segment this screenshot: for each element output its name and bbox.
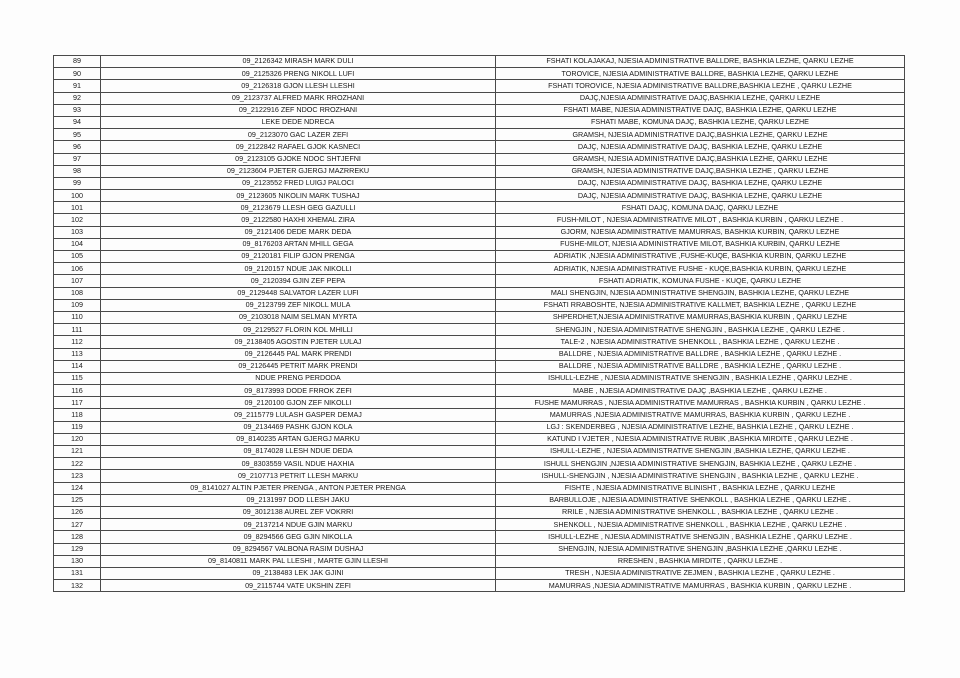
address-cell: FSHATI MABE, KOMUNA DAJÇ, BASHKIA LEZHE, QARKU LEZHE bbox=[496, 116, 905, 128]
address-cell: BALLDRE , NJESIA ADMINISTRATIVE BALLDRE , BASHKIA LEZHE , QARKU LEZHE . bbox=[496, 348, 905, 360]
owner-name-cell: 09_2138405 AGOSTIN PJETER LULAJ bbox=[101, 336, 496, 348]
address-cell: GRAMSH, NJESIA ADMINISTRATIVE DAJÇ,BASHKIA LEZHE , QARKU LEZHE bbox=[496, 165, 905, 177]
address-cell: TALE-2 , NJESIA ADMINISTRATIVE SHENKOLL , BASHKIA LEZHE , QARKU LEZHE . bbox=[496, 336, 905, 348]
row-number-cell: 94 bbox=[54, 116, 101, 128]
row-number-cell: 126 bbox=[54, 506, 101, 518]
owner-name-cell: 09_8140235 ARTAN GJERGJ MARKU bbox=[101, 433, 496, 445]
table-row bbox=[54, 311, 905, 323]
table-row bbox=[54, 92, 905, 104]
table-row bbox=[54, 275, 905, 287]
address-cell: ADRIATIK, NJESIA ADMINISTRATIVE FUSHE - KUQE,BASHKIA KURBIN, QARKU LEZHE bbox=[496, 263, 905, 275]
row-number-cell: 123 bbox=[54, 470, 101, 482]
address-cell: ISHULL-LEZHE , NJESIA ADMINISTRATIVE SHENGJIN , BASHKIA LEZHE , QARKU LEZHE . bbox=[496, 372, 905, 384]
address-cell: DAJÇ,NJESIA ADMINISTRATIVE DAJÇ,BASHKIA LEZHE, QARKU LEZHE bbox=[496, 92, 905, 104]
table-row bbox=[54, 177, 905, 189]
row-number-cell: 102 bbox=[54, 214, 101, 226]
row-number-cell: 91 bbox=[54, 80, 101, 92]
table-row bbox=[54, 385, 905, 397]
table-row bbox=[54, 506, 905, 518]
owner-name-cell: 09_2131997 DOD LLESH JAKU bbox=[101, 494, 496, 506]
row-number-cell: 100 bbox=[54, 190, 101, 202]
table-row bbox=[54, 543, 905, 555]
table-row bbox=[54, 324, 905, 336]
address-cell: FUSH-MILOT , NJESIA ADMINISTRATIVE MILOT , BASHKIA KURBIN , QARKU LEZHE . bbox=[496, 214, 905, 226]
table-row bbox=[54, 421, 905, 433]
row-number-cell: 131 bbox=[54, 567, 101, 579]
table-row bbox=[54, 409, 905, 421]
owner-name-cell: 09_2129527 FLORIN KOL MHILLI bbox=[101, 324, 496, 336]
table-row bbox=[54, 519, 905, 531]
table-row bbox=[54, 580, 905, 592]
owner-name-cell: 09_8294567 VALBONA RASIM DUSHAJ bbox=[101, 543, 496, 555]
owner-name-cell: 09_2123105 GJOKE NDOC SHTJEFNI bbox=[101, 153, 496, 165]
table-row bbox=[54, 567, 905, 579]
row-number-cell: 111 bbox=[54, 324, 101, 336]
owner-name-cell: 09_2126342 MIRASH MARK DULI bbox=[101, 56, 496, 68]
table-row bbox=[54, 251, 905, 263]
address-cell: BALLDRE , NJESIA ADMINISTRATIVE BALLDRE , BASHKIA LEZHE , QARKU LEZHE . bbox=[496, 360, 905, 372]
row-number-cell: 128 bbox=[54, 531, 101, 543]
owner-name-cell: 09_2126445 PAL MARK PRENDI bbox=[101, 348, 496, 360]
row-number-cell: 92 bbox=[54, 92, 101, 104]
table-row bbox=[54, 141, 905, 153]
row-number-cell: 96 bbox=[54, 141, 101, 153]
owner-name-cell: 09_2129448 SALVATOR LAZER LUFI bbox=[101, 287, 496, 299]
owner-name-cell: 09_2123070 GAC LAZER ZEFI bbox=[101, 129, 496, 141]
row-number-cell: 95 bbox=[54, 129, 101, 141]
owner-name-cell: 09_2115744 VATE UKSHIN ZEFI bbox=[101, 580, 496, 592]
owner-name-cell: 09_2134469 PASHK GJON KOLA bbox=[101, 421, 496, 433]
owner-name-cell: 09_2123737 ALFRED MARK RROZHANI bbox=[101, 92, 496, 104]
table-row bbox=[54, 190, 905, 202]
row-number-cell: 114 bbox=[54, 360, 101, 372]
address-cell: DAJÇ, NJESIA ADMINISTRATIVE DAJÇ, BASHKIA LEZHE, QARKU LEZHE bbox=[496, 177, 905, 189]
address-cell: SHENGJIN , NJESIA ADMINISTRATIVE SHENGJIN , BASHKIA LEZHE , QARKU LEZHE . bbox=[496, 324, 905, 336]
address-cell: FUSHE MAMURRAS , NJESIA ADMINISTRATIVE MAMURRAS , BASHKIA KURBIN , QARKU LEZHE . bbox=[496, 397, 905, 409]
table-row bbox=[54, 226, 905, 238]
owner-name-cell: 09_2126445 PETRIT MARK PRENDI bbox=[101, 360, 496, 372]
address-cell: BARBULLOJE , NJESIA ADMINISTRATIVE SHENKOLL , BASHKIA LEZHE , QARKU LEZHE . bbox=[496, 494, 905, 506]
owner-name-cell: 09_2138483 LEK JAK GJINI bbox=[101, 567, 496, 579]
row-number-cell: 108 bbox=[54, 287, 101, 299]
address-cell: FSHATI ADRIATIK, KOMUNA FUSHE - KUQE, QARKU LEZHE bbox=[496, 275, 905, 287]
address-cell: ISHULL-LEZHE , NJESIA ADMINISTRATIVE SHENGJIN ,BASHKIA LEZHE, QARKU LEZHE . bbox=[496, 446, 905, 458]
row-number-cell: 119 bbox=[54, 421, 101, 433]
owner-name-cell: 09_2125326 PRENG NIKOLL LUFI bbox=[101, 68, 496, 80]
table-row bbox=[54, 165, 905, 177]
address-cell: ISHULL-LEZHE , NJESIA ADMINISTRATIVE SHENGJIN , BASHKIA LEZHE , QARKU LEZHE . bbox=[496, 531, 905, 543]
address-cell: FSHATI MABE, NJESIA ADMINISTRATIVE DAJÇ, BASHKIA LEZHE, QARKU LEZHE bbox=[496, 104, 905, 116]
table-row bbox=[54, 446, 905, 458]
row-number-cell: 120 bbox=[54, 433, 101, 445]
address-cell: GRAMSH, NJESIA ADMINISTRATIVE DAJÇ,BASHKIA LEZHE, QARKU LEZHE bbox=[496, 129, 905, 141]
owner-name-cell: 09_8174028 LLESH NDUE DEDA bbox=[101, 446, 496, 458]
owner-name-cell: 09_8141027 ALTIN PJETER PRENGA , ANTON PJETER PRENGA bbox=[101, 482, 496, 494]
row-number-cell: 98 bbox=[54, 165, 101, 177]
row-number-cell: 125 bbox=[54, 494, 101, 506]
table-row bbox=[54, 531, 905, 543]
address-cell: FUSHE-MILOT, NJESIA ADMINISTRATIVE MILOT, BASHKIA KURBIN, QARKU LEZHE bbox=[496, 238, 905, 250]
address-cell: SHENGJIN, NJESIA ADMINISTRATIVE SHENGJIN ,BASHKIA LEZHE ,QARKU LEZHE . bbox=[496, 543, 905, 555]
row-number-cell: 101 bbox=[54, 202, 101, 214]
owner-name-cell: 09_2126318 GJON LLESH LLESHI bbox=[101, 80, 496, 92]
owner-name-cell: 09_2123679 LLESH GEG GAZULLI bbox=[101, 202, 496, 214]
address-cell: GJORM, NJESIA ADMINISTRATIVE MAMURRAS, BASHKIA KURBIN, QARKU LEZHE bbox=[496, 226, 905, 238]
table-row bbox=[54, 360, 905, 372]
table-row bbox=[54, 238, 905, 250]
address-cell: MABE , NJESIA ADMINISTRATIVE DAJÇ ,BASHKIA LEZHE , QARKU LEZHE . bbox=[496, 385, 905, 397]
row-number-cell: 129 bbox=[54, 543, 101, 555]
table-row bbox=[54, 348, 905, 360]
row-number-cell: 109 bbox=[54, 299, 101, 311]
row-number-cell: 132 bbox=[54, 580, 101, 592]
address-cell: FSHATI TOROVICE, NJESIA ADMINISTRATIVE BALLDRE,BASHKIA LEZHE , QARKU LEZHE bbox=[496, 80, 905, 92]
address-cell: GRAMSH, NJESIA ADMINISTRATIVE DAJÇ,BASHKIA LEZHE, QARKU LEZHE bbox=[496, 153, 905, 165]
owner-name-cell: 09_8140811 MARK PAL LLESHI , MARTE GJIN LLESHI bbox=[101, 555, 496, 567]
table-row bbox=[54, 433, 905, 445]
table-row bbox=[54, 214, 905, 226]
owner-name-cell: 09_2122580 HAXHI XHEMAL ZIRA bbox=[101, 214, 496, 226]
owner-name-cell: 09_2120100 GJON ZEF NIKOLLI bbox=[101, 397, 496, 409]
row-number-cell: 121 bbox=[54, 446, 101, 458]
owner-name-cell: 09_2103018 NAIM SELMAN MYRTA bbox=[101, 311, 496, 323]
row-number-cell: 112 bbox=[54, 336, 101, 348]
table-row bbox=[54, 494, 905, 506]
address-cell: ISHULL SHENGJIN ,NJESIA ADMINISTRATIVE SHENGJIN, BASHKIA LEZHE , QARKU LEZHE . bbox=[496, 458, 905, 470]
row-number-cell: 106 bbox=[54, 263, 101, 275]
row-number-cell: 99 bbox=[54, 177, 101, 189]
table-row bbox=[54, 129, 905, 141]
table-row bbox=[54, 482, 905, 494]
owner-name-cell: LEKE DEDE NDRECA bbox=[101, 116, 496, 128]
address-cell: MAMURRAS ,NJESIA ADMINISTRATIVE MAMURRAS , BASHKIA KURBIN , QARKU LEZHE . bbox=[496, 580, 905, 592]
owner-name-cell: 09_2123552 FRED LUIGJ PALOCI bbox=[101, 177, 496, 189]
table-row bbox=[54, 336, 905, 348]
row-number-cell: 107 bbox=[54, 275, 101, 287]
address-cell: KATUND I VJETER , NJESIA ADMINISTRATIVE RUBIK ,BASHKIA MIRDITE , QARKU LEZHE . bbox=[496, 433, 905, 445]
table-row bbox=[54, 68, 905, 80]
address-cell: FSHATI RRABOSHTE, NJESIA ADMINISTRATIVE KALLMET, BASHKIA LEZHE , QARKU LEZHE bbox=[496, 299, 905, 311]
row-number-cell: 97 bbox=[54, 153, 101, 165]
row-number-cell: 122 bbox=[54, 458, 101, 470]
row-number-cell: 103 bbox=[54, 226, 101, 238]
address-cell: FSHATI DAJÇ, KOMUNA DAJÇ, QARKU LEZHE bbox=[496, 202, 905, 214]
row-number-cell: 127 bbox=[54, 519, 101, 531]
address-cell: SHENKOLL , NJESIA ADMINISTRATIVE SHENKOLL , BASHKIA LEZHE , QARKU LEZHE . bbox=[496, 519, 905, 531]
owner-name-cell: 09_2122842 RAFAEL GJOK KASNECI bbox=[101, 141, 496, 153]
table-row bbox=[54, 287, 905, 299]
row-number-cell: 117 bbox=[54, 397, 101, 409]
row-number-cell: 110 bbox=[54, 311, 101, 323]
owner-name-cell: 09_2122916 ZEF NDOC RROZHANI bbox=[101, 104, 496, 116]
owner-name-cell: 09_2123799 ZEF NIKOLL MULA bbox=[101, 299, 496, 311]
owner-name-cell: 09_2120181 FILIP GJON PRENGA bbox=[101, 251, 496, 263]
address-cell: RRILE , NJESIA ADMINISTRATIVE SHENKOLL , BASHKIA LEZHE , QARKU LEZHE . bbox=[496, 506, 905, 518]
address-cell: DAJÇ, NJESIA ADMINISTRATIVE DAJÇ, BASHKIA LEZHE, QARKU LEZHE bbox=[496, 141, 905, 153]
owner-name-cell: 09_8173993 DODE FRROK ZEFI bbox=[101, 385, 496, 397]
row-number-cell: 130 bbox=[54, 555, 101, 567]
address-cell: SHPERDHET,NJESIA ADMINISTRATIVE MAMURRAS,BASHKIA KURBIN , QARKU LEZHE bbox=[496, 311, 905, 323]
table-row bbox=[54, 263, 905, 275]
owner-name-cell: 09_2120157 NDUE JAK NIKOLLI bbox=[101, 263, 496, 275]
table-row bbox=[54, 56, 905, 68]
row-number-cell: 115 bbox=[54, 372, 101, 384]
table-row bbox=[54, 104, 905, 116]
address-cell: FISHTE , NJESIA ADMINISTRATIVE BLINISHT , BASHKIA LEZHE , QARKU LEZHE bbox=[496, 482, 905, 494]
table-row bbox=[54, 153, 905, 165]
address-cell: ADRIATIK ,NJESIA ADMINISTRATIVE ,FUSHE-KUQE, BASHKIA KURBIN, QARKU LEZHE bbox=[496, 251, 905, 263]
owner-name-cell: NDUE PRENG PERDODA bbox=[101, 372, 496, 384]
row-number-cell: 113 bbox=[54, 348, 101, 360]
owner-name-cell: 09_2137214 NDUE GJIN MARKU bbox=[101, 519, 496, 531]
owner-name-cell: 09_3012138 AUREL ZEF VOKRRI bbox=[101, 506, 496, 518]
table-row bbox=[54, 397, 905, 409]
owner-name-cell: 09_2120394 GJIN ZEF PEPA bbox=[101, 275, 496, 287]
row-number-cell: 90 bbox=[54, 68, 101, 80]
registry-table bbox=[53, 55, 905, 592]
address-cell: DAJÇ, NJESIA ADMINISTRATIVE DAJÇ, BASHKIA LEZHE, QARKU LEZHE bbox=[496, 190, 905, 202]
address-cell: MAMURRAS ,NJESIA ADMINISTRATIVE MAMURRAS, BASHKIA KURBIN , QARKU LEZHE . bbox=[496, 409, 905, 421]
table-row bbox=[54, 299, 905, 311]
address-cell: LGJ : SKENDERBEG , NJESIA ADMINISTRATIVE LEZHE, BASHKIA LEZHE , QARKU LEZHE . bbox=[496, 421, 905, 433]
owner-name-cell: 09_2107713 PETRIT LLESH MARKU bbox=[101, 470, 496, 482]
row-number-cell: 93 bbox=[54, 104, 101, 116]
owner-name-cell: 09_8303559 VASIL NDUE HAXHIA bbox=[101, 458, 496, 470]
address-cell: ISHULL-SHENGJIN , NJESIA ADMINISTRATIVE SHENGJIN , BASHKIA LEZHE , QARKU LEZHE . bbox=[496, 470, 905, 482]
owner-name-cell: 09_8294566 GEG GJIN NIKOLLA bbox=[101, 531, 496, 543]
owner-name-cell: 09_2123605 NIKOLIN MARK TUSHAJ bbox=[101, 190, 496, 202]
owner-name-cell: 09_8176203 ARTAN MHILL GEGA bbox=[101, 238, 496, 250]
table-row bbox=[54, 80, 905, 92]
row-number-cell: 118 bbox=[54, 409, 101, 421]
address-cell: FSHATI KOLAJAKAJ, NJESIA ADMINISTRATIVE BALLDRE, BASHKIA LEZHE, QARKU LEZHE bbox=[496, 56, 905, 68]
owner-name-cell: 09_2121406 DEDE MARK DEDA bbox=[101, 226, 496, 238]
row-number-cell: 124 bbox=[54, 482, 101, 494]
table-row bbox=[54, 470, 905, 482]
address-cell: MALI SHENGJIN, NJESIA ADMINISTRATIVE SHENGJIN, BASHKIA LEZHE, QARKU LEZHE bbox=[496, 287, 905, 299]
table-row bbox=[54, 372, 905, 384]
owner-name-cell: 09_2115779 LULASH GASPER DEMAJ bbox=[101, 409, 496, 421]
owner-name-cell: 09_2123604 PJETER GJERGJ MAZRREKU bbox=[101, 165, 496, 177]
registry-table-body bbox=[54, 56, 905, 592]
row-number-cell: 89 bbox=[54, 56, 101, 68]
row-number-cell: 116 bbox=[54, 385, 101, 397]
address-cell: RRESHEN , BASHKIA MIRDITE , QARKU LEZHE . bbox=[496, 555, 905, 567]
table-row bbox=[54, 555, 905, 567]
address-cell: TOROVICE, NJESIA ADMINISTRATIVE BALLDRE, BASHKIA LEZHE, QARKU LEZHE bbox=[496, 68, 905, 80]
address-cell: TRESH , NJESIA ADMINISTRATIVE ZEJMEN , BASHKIA LEZHE , QARKU LEZHE . bbox=[496, 567, 905, 579]
table-row bbox=[54, 458, 905, 470]
table-row bbox=[54, 116, 905, 128]
row-number-cell: 104 bbox=[54, 238, 101, 250]
table-row bbox=[54, 202, 905, 214]
row-number-cell: 105 bbox=[54, 251, 101, 263]
